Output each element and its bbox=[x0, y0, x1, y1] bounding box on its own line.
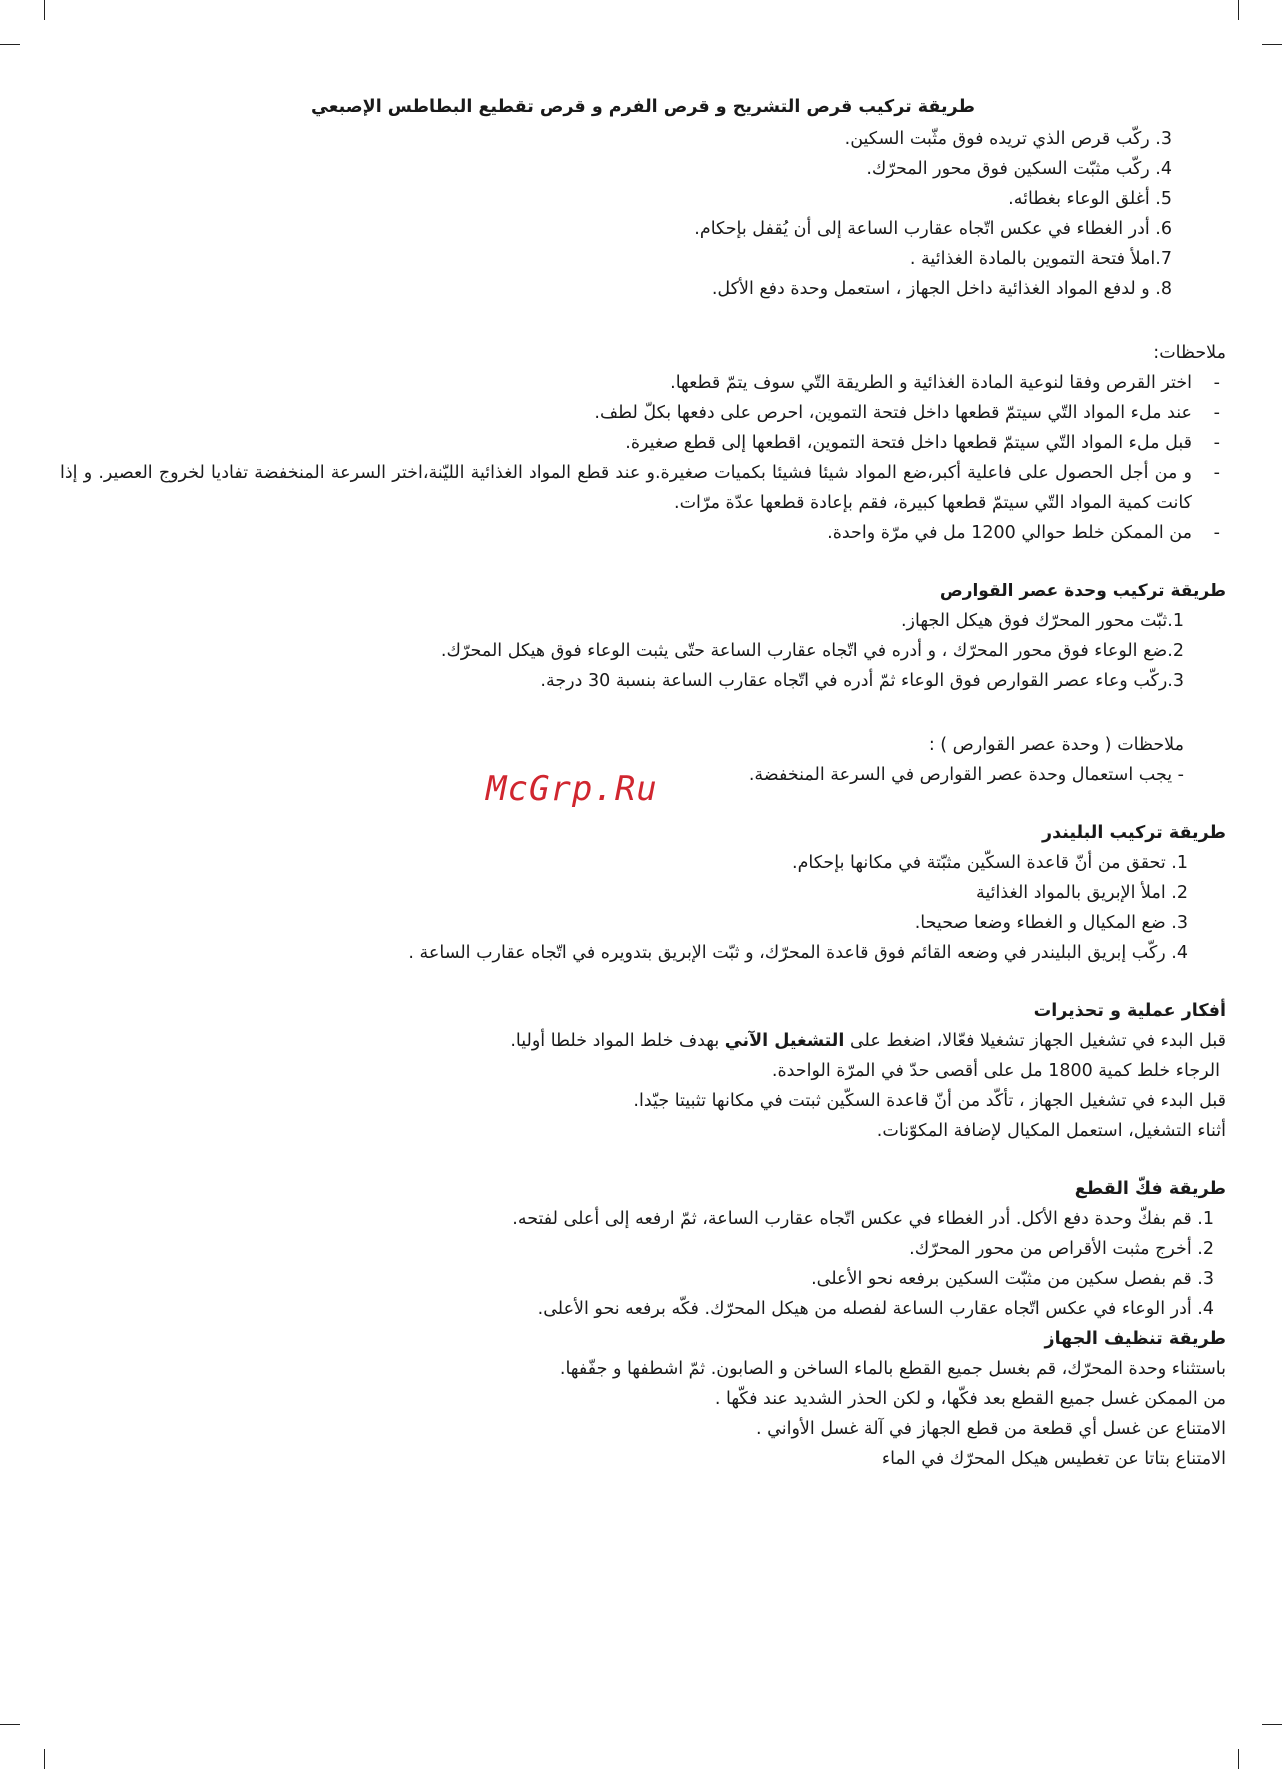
step: 3. قم بفصل سكين من مثبّت السكين برفعه نحو الأعلى. bbox=[811, 1269, 1214, 1289]
section-attach-discs bbox=[60, 92, 1226, 304]
crop-mark-bottom-left bbox=[44, 1749, 45, 1769]
step: 1. قم بفكّ وحدة دفع الأكل. أدر الغطاء في عكس اتّجاه عقارب الساعة، ثمّ ارفعه إلى أعلى لفتحه. bbox=[512, 1209, 1214, 1229]
tip-line bbox=[60, 1026, 1226, 1056]
step: 3.ركّب وعاء عصر القوارص فوق الوعاء ثمّ أدره في اتّجاه عقارب الساعة بنسبة 30 درجة. bbox=[540, 671, 1184, 691]
notes-title: ملاحظات ( وحدة عصر القوارص ) : bbox=[928, 735, 1184, 755]
note-item: - قبل ملء المواد التّي سيتمّ قطعها داخل فتحة التموين، اقطعها إلى قطع صغيرة. bbox=[60, 428, 1226, 458]
section-citrus-press bbox=[60, 576, 1226, 696]
crop-mark-left-top bbox=[0, 44, 20, 45]
section-title: طريقة تركيب قرص التشريح و قرص الفرم و قرص تقطيع البطاطس الإصبعي bbox=[311, 97, 975, 117]
step: 5. أغلق الوعاء بغطائه. bbox=[1008, 189, 1172, 209]
crop-mark-top-right bbox=[1238, 0, 1239, 20]
section-disassembly bbox=[60, 1174, 1226, 1324]
manual-page bbox=[60, 92, 1226, 1474]
crop-mark-bottom-right bbox=[1238, 1749, 1239, 1769]
step: 4. ركّب إبريق البليندر في وضعه القائم فوق قاعدة المحرّك، و ثبّت الإبريق بتدويره في اتّجاه عقارب الساعة . bbox=[408, 943, 1188, 963]
step: 2. املأ الإبريق بالمواد الغذائية bbox=[975, 883, 1188, 903]
crop-mark-right-top bbox=[1262, 44, 1282, 45]
section-title: طريقة تركيب وحدة عصر القوارص bbox=[939, 581, 1226, 601]
cleaning-line: من الممكن غسل جميع القطع بعد فكّها، و لكن الحذر الشديد عند فكّها . bbox=[714, 1389, 1226, 1409]
note-item: - اختر القرص وفقا لنوعية المادة الغذائية و الطريقة التّي سوف يتمّ قطعها. bbox=[60, 368, 1226, 398]
note-item: - عند ملء المواد التّي سيتمّ قطعها داخل فتحة التموين، احرص على دفعها بكلّ لطف. bbox=[60, 398, 1226, 428]
cleaning-line: باستثناء وحدة المحرّك، قم بغسل جميع القطع بالماء الساخن و الصابون. ثمّ اشطفها و جفّفها. bbox=[559, 1359, 1226, 1379]
step: 4. أدر الوعاء في عكس اتّجاه عقارب الساعة لفصله من هيكل المحرّك. فكّه برفعه نحو الأعلى. bbox=[537, 1299, 1214, 1319]
crop-mark-top-left bbox=[44, 0, 45, 20]
step: 2. أخرج مثبت الأقراص من محور المحرّك. bbox=[909, 1239, 1214, 1259]
step: 8. و لدفع المواد الغذائية داخل الجهاز ، استعمل وحدة دفع الأكل. bbox=[711, 279, 1172, 299]
step: 7.املأ فتحة التموين بالمادة الغذائية . bbox=[909, 249, 1172, 269]
note-item: - و من أجل الحصول على فاعلية أكبر،ضع المواد شيئا فشيئا بكميات صغيرة.و عند قطع المواد الغذائية الليّنة،اختر السرعة المنخفضة تفاديا لخروج العصير. و إذا كانت كمية المواد التّي سيتمّ قطعها كبيرة، فقم بإعادة قطعها عدّة مرّات. bbox=[60, 458, 1226, 518]
step: 2.ضع الوعاء فوق محور المحرّك ، و أدره في اتّجاه عقارب الساعة حتّى يثبت الوعاء فوق هيكل المحرّك. bbox=[440, 641, 1184, 661]
step: 1. تحقق من أنّ قاعدة السكّين مثبّتة في مكانها بإحكام. bbox=[792, 853, 1188, 873]
section-notes-discs bbox=[60, 338, 1226, 548]
instant-run-label: التشغيل الآني bbox=[724, 1031, 845, 1051]
step: 3. ركّب قرص الذي تريده فوق مثّبت السكين. bbox=[844, 129, 1172, 149]
section-cleaning bbox=[60, 1324, 1226, 1474]
section-title: طريقة تركيب البليندر bbox=[1042, 823, 1226, 843]
step: 6. أدر الغطاء في عكس اتّجاه عقارب الساعة إلى أن يُقفل بإحكام. bbox=[694, 219, 1172, 239]
cleaning-line: الامتناع بتاتا عن تغطيس هيكل المحرّك في الماء bbox=[881, 1449, 1226, 1469]
note-item: - من الممكن خلط حوالي 1200 مل في مرّة واحدة. bbox=[60, 518, 1226, 548]
tip-text: بهدف خلط المواد خلطا أوليا. bbox=[510, 1031, 720, 1051]
step: 3. ضع المكيال و الغطاء وضعا صحيحا. bbox=[914, 913, 1188, 933]
notes-title: ملاحظات: bbox=[1153, 343, 1226, 363]
section-notes-citrus bbox=[60, 730, 1226, 790]
section-title: أفكار عملية و تحذيرات bbox=[1033, 1001, 1226, 1021]
section-tips bbox=[60, 996, 1226, 1146]
crop-mark-left-bottom bbox=[0, 1724, 20, 1725]
note-item: - يجب استعمال وحدة عصر القوارص في السرعة المنخفضة. bbox=[748, 765, 1184, 785]
tip-line: قبل البدء في تشغيل الجهاز ، تأكّد من أنّ قاعدة السكّين ثبتت في مكانها تثبيتا جيّدا. bbox=[633, 1091, 1226, 1111]
crop-mark-right-bottom bbox=[1262, 1724, 1282, 1725]
section-blender bbox=[60, 818, 1226, 968]
step: 4. ركّب مثبّت السكين فوق محور المحرّك. bbox=[866, 159, 1172, 179]
watermark: McGrp.Ru bbox=[486, 769, 658, 809]
tip-line: أثناء التشغيل، استعمل المكيال لإضافة المكوّنات. bbox=[876, 1121, 1226, 1141]
tip-line: الرجاء خلط كمية 1800 مل على أقصى حدّ في المرّة الواحدة. bbox=[771, 1061, 1220, 1081]
cleaning-line: الامتناع عن غسل أي قطعة من قطع الجهاز في آلة غسل الأواني . bbox=[756, 1419, 1226, 1439]
tip-text: قبل البدء في تشغيل الجهاز تشغيلا فعّالا، اضغط على bbox=[849, 1031, 1226, 1051]
section-title: طريقة فكّ القطع bbox=[1074, 1179, 1226, 1199]
section-title: طريقة تنظيف الجهاز bbox=[1044, 1329, 1226, 1349]
step: 1.ثبّت محور المحرّك فوق هيكل الجهاز. bbox=[900, 611, 1184, 631]
